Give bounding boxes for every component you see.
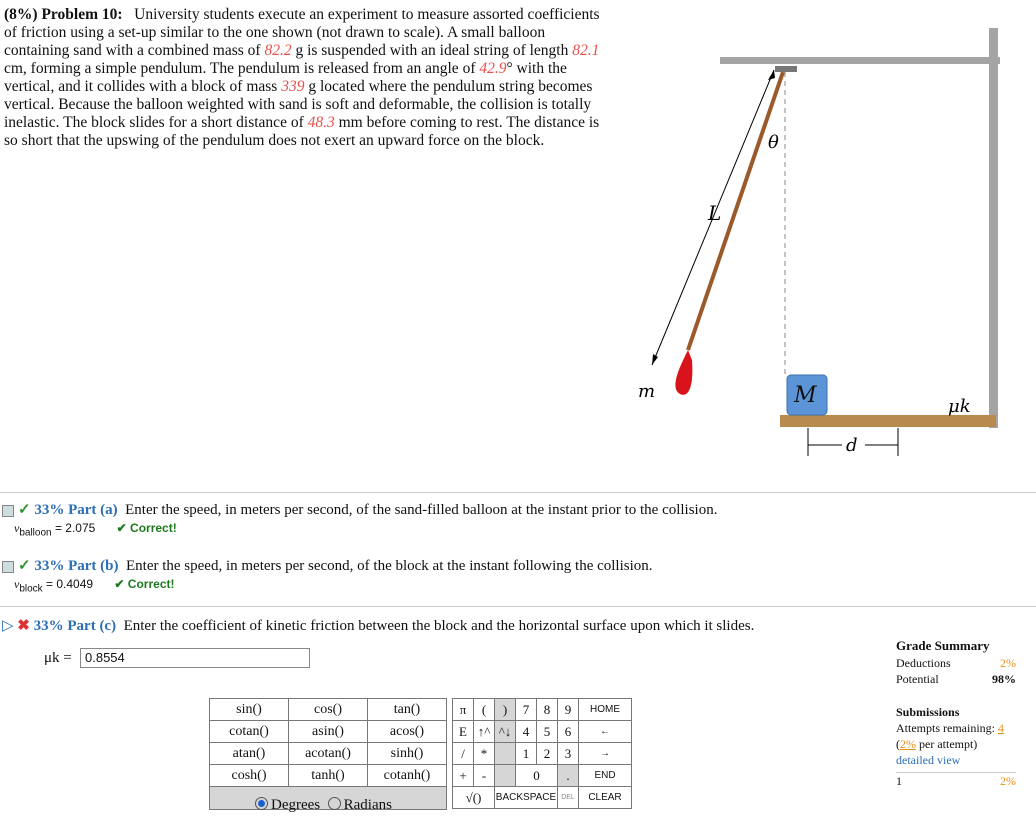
part-a-answer [14,521,177,538]
potential-value: 98% [992,672,1016,686]
potential-row [896,672,1016,687]
key-4[interactable]: 4 [516,721,537,743]
d-label: d [846,435,858,456]
key-8[interactable]: 8 [537,699,558,721]
sinh-key[interactable]: sinh() [368,743,447,765]
per-attempt-pct: 2% [900,737,916,751]
key-3[interactable]: 3 [558,743,579,765]
problem-text: cm, forming a simple pendulum. The pendulum is released from an angle of [4,60,480,77]
answer-value: = 2.075 [54,521,96,535]
end-key[interactable]: END [579,765,632,787]
sqrt-key[interactable]: √() [453,787,495,809]
right-arrow-key[interactable]: → [579,743,632,765]
part-c-question: Enter the coefficient of kinetic friction between the block and the horizontal surface upon which it slides. [123,618,755,634]
check-icon: ✓ [18,558,31,574]
problem-text: mm before coming to rest. The distance is so short that the upswing of the pendulum does not exert an upward force on the block. [4,114,600,149]
answer-value: = 0.4049 [46,577,94,591]
submission-deduction: 2% [1000,774,1016,788]
cos-key[interactable]: cos() [289,699,368,721]
problem-text: ° with the vertical, and it collides with a block of mass [4,60,567,95]
keypad [452,698,632,809]
block-mass-value: 339 [281,78,305,95]
mu-k-label: μk [948,396,971,417]
arrow-head [652,354,658,365]
attempts-label: Attempts remaining: [896,721,995,735]
pendulum-string [688,72,783,350]
degrees-radio[interactable] [255,797,268,810]
theta-label: θ [768,132,779,153]
cotan-key[interactable]: cotan() [210,721,289,743]
cosh-key[interactable]: cosh() [210,765,289,787]
superscript-key[interactable]: ↑^ [474,721,495,743]
length-value: 82.1 [572,42,600,59]
m-label: m [638,381,656,402]
part-a-question: Enter the speed, in meters per second, of the sand-filled balloon at the instant prior to the collision. [125,502,718,518]
correct-status: ✔ Correct! [116,521,177,535]
key-7[interactable]: 7 [516,699,537,721]
divider [0,492,1036,493]
length-label: L [708,201,722,225]
function-keys [209,698,447,810]
per-attempt-text: per attempt) [916,737,978,751]
pivot [775,66,797,72]
close-paren-key[interactable]: ) [495,699,516,721]
problem-text: g located where the pendulum string becomes vertical. Because the balloon weighted with sand is soft and deformable, the collision is totally inelastic. The block slides for a short distance of [4,78,593,131]
deductions-value: 2% [1000,656,1016,670]
backspace-key[interactable]: BACKSPACE [495,787,558,809]
balloon [675,350,692,395]
attempts-remaining [896,721,1004,736]
var: v [14,521,20,535]
detailed-view-link[interactable]: detailed view [896,753,961,767]
part-c-header [2,616,754,635]
part-b-label: 33% Part (b) [34,558,119,574]
part-b-header [2,556,653,575]
collapse-icon[interactable] [2,561,14,573]
potential-label: Potential [896,672,939,686]
pendulum-figure [620,20,1030,465]
divider [0,606,1036,607]
mass-value: 82.2 [264,42,292,59]
deductions-row [896,656,1016,671]
pi-key[interactable]: π [453,699,474,721]
check-icon: ✓ [18,502,31,518]
part-b-question: Enter the speed, in meters per second, of the block at the instant following the collision. [125,558,653,574]
plus-key[interactable]: + [453,765,474,787]
submission-row [896,772,1016,789]
e-key[interactable]: E [453,721,474,743]
key-6[interactable]: 6 [558,721,579,743]
blank-key [495,765,516,787]
multiply-key[interactable]: * [474,743,495,765]
arrow-head [768,70,775,80]
problem-statement [4,6,604,150]
distance-value: 48.3 [307,114,335,131]
sub: block [19,583,43,595]
problem-header: (8%) Problem 10: [4,6,123,23]
correct-status: ✔ Correct! [114,577,175,591]
left-arrow-key[interactable]: ← [579,721,632,743]
asin-key[interactable]: asin() [289,721,368,743]
blank-key [495,743,516,765]
support-beam [720,57,1000,64]
mu-label: μk = [44,650,72,666]
tan-key[interactable]: tan() [368,699,447,721]
open-paren-key[interactable]: ( [474,699,495,721]
part-c-label: 33% Part (c) [33,618,117,634]
atan-key[interactable]: atan() [210,743,289,765]
divide-key[interactable]: / [453,743,474,765]
deductions-label: Deductions [896,656,951,670]
angle-unit-toggle [255,797,392,814]
del-key[interactable]: DEL [558,787,579,809]
per-attempt: (2% per attempt) [896,737,978,751]
support-post [989,28,998,428]
cotanh-key[interactable]: cotanh() [368,765,447,787]
part-a-header [2,500,717,519]
key-2[interactable]: 2 [537,743,558,765]
key-1[interactable]: 1 [516,743,537,765]
tanh-key[interactable]: tanh() [289,765,368,787]
x-icon: ✖ [17,618,30,634]
minus-key[interactable]: - [474,765,495,787]
key-9[interactable]: 9 [558,699,579,721]
key-5[interactable]: 5 [537,721,558,743]
block-label: M [794,383,817,408]
subscript-key[interactable]: ^↓ [495,721,516,743]
radians-label: Radians [343,797,392,813]
collapse-icon[interactable] [2,505,14,517]
grade-summary-title: Grade Summary [896,638,990,653]
decimal-key[interactable]: . [558,765,579,787]
attempts-value: 4 [997,721,1004,735]
var: v [14,577,20,591]
key-0[interactable]: 0 [516,765,558,787]
acos-key[interactable]: acos() [368,721,447,743]
sub: balloon [19,527,52,539]
radians-radio[interactable] [328,797,341,810]
degrees-label: Degrees [271,797,321,813]
answer-input[interactable]: 0.8554 [80,648,310,668]
part-b-answer [14,577,175,594]
sin-key[interactable]: sin() [210,699,289,721]
submission-number: 1 [896,774,902,788]
acotan-key[interactable]: acotan() [289,743,368,765]
problem-text: University students execute an experiment to measure assorted coefficients of friction using a set-up similar to the one shown (not drawn to scale). A small balloon containing sand with a combined mass of [4,6,600,59]
expand-icon[interactable]: ▷ [2,618,14,634]
submissions-title: Submissions [896,705,960,719]
problem-text: g is suspended with an ideal string of length [291,42,573,59]
part-a-label: 33% Part (a) [34,502,118,518]
clear-key[interactable]: CLEAR [579,787,632,809]
home-key[interactable]: HOME [579,699,632,721]
angle-value: 42.9 [479,60,507,77]
